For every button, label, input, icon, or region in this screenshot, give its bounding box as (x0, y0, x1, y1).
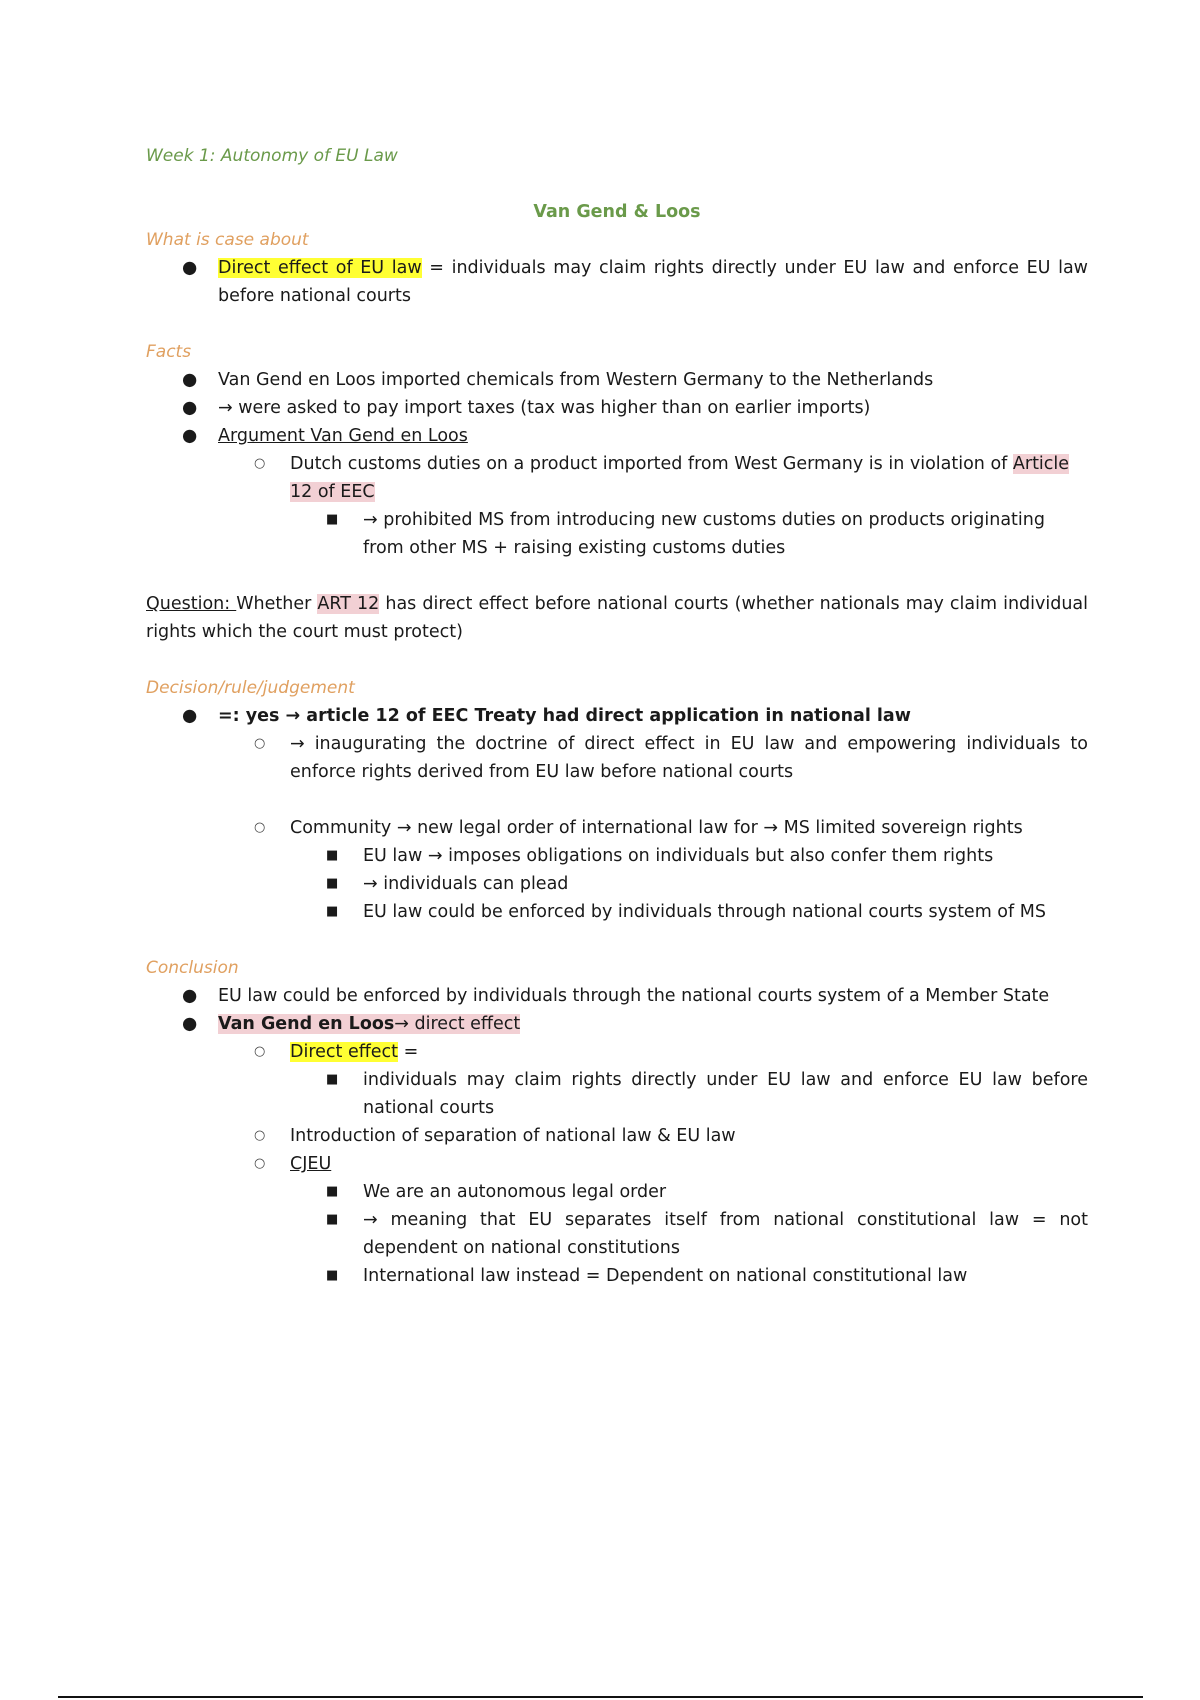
footer-rule (58, 1696, 1143, 1698)
item-text: → inaugurating the doctrine of direct effect in EU law and empowering individuals to enforce rights derived from EU law before national courts (290, 734, 1088, 782)
list-item (146, 730, 1088, 786)
highlight-text: Direct effect of EU law (218, 258, 422, 278)
list-item (146, 422, 1088, 450)
item-text: International law instead = Dependent on national constitutional law (363, 1266, 968, 1286)
list-item (146, 366, 1088, 394)
list-item (146, 1262, 1088, 1290)
bullet-icon: ● (182, 1014, 198, 1034)
section-heading-conclusion: Conclusion (146, 958, 239, 978)
list-item (146, 1066, 1088, 1122)
circle-bullet-icon: ○ (254, 456, 266, 471)
square-bullet-icon: ■ (326, 512, 339, 527)
list-item (146, 254, 1088, 310)
item-text: =: yes → article 12 of EEC Treaty had direct application in national law (218, 706, 911, 726)
circle-bullet-icon: ○ (254, 736, 266, 751)
list-item (146, 870, 1088, 898)
circle-bullet-icon: ○ (254, 820, 266, 835)
item-text: → prohibited MS from introducing new customs duties on products originating from other MS + raising existing customs duties (363, 510, 1045, 558)
list-item (146, 982, 1088, 1010)
item-text: CJEU (290, 1154, 332, 1174)
list-item (146, 702, 1088, 730)
bold-text: Van Gend en Loos (218, 1014, 395, 1034)
list-item (146, 898, 1088, 926)
list-item (146, 814, 1088, 842)
list-item (146, 1206, 1088, 1262)
list-item (146, 1010, 1088, 1038)
list-item (146, 506, 1088, 562)
item-text: = individuals may claim rights directly under EU law and enforce EU law before national courts (218, 258, 1088, 306)
bullet-icon: ● (182, 986, 198, 1006)
item-text: Van Gend en Loos imported chemicals from Western Germany to the Netherlands (218, 370, 934, 390)
item-text: = (398, 1042, 419, 1062)
square-bullet-icon: ■ (326, 1268, 339, 1283)
square-bullet-icon: ■ (326, 876, 339, 891)
circle-bullet-icon: ○ (254, 1156, 266, 1171)
bullet-icon: ● (182, 426, 198, 446)
list-item (146, 1038, 1088, 1066)
list-item (146, 1178, 1088, 1206)
document-content (146, 142, 1088, 1290)
item-text: Argument Van Gend en Loos (218, 426, 468, 446)
highlight-text: ART 12 (317, 594, 380, 614)
list-item (146, 1122, 1088, 1150)
question-label: Question: (146, 594, 237, 614)
item-text: Dutch customs duties on a product imported from West Germany is in violation of (290, 454, 1013, 474)
item-text: EU law could be enforced by individuals through the national courts system of a Member State (218, 986, 1050, 1006)
item-text: → were asked to pay import taxes (tax was higher than on earlier imports) (218, 398, 871, 418)
square-bullet-icon: ■ (326, 904, 339, 919)
bullet-icon: ● (182, 370, 198, 390)
section-heading-decision: Decision/rule/judgement (146, 678, 355, 698)
week-title: Week 1: Autonomy of EU Law (146, 146, 398, 166)
circle-bullet-icon: ○ (254, 1044, 266, 1059)
bullet-icon: ● (182, 258, 198, 278)
item-text: We are an autonomous legal order (363, 1182, 667, 1202)
bullet-icon: ● (182, 706, 198, 726)
item-text: → individuals can plead (363, 874, 569, 894)
square-bullet-icon: ■ (326, 848, 339, 863)
square-bullet-icon: ■ (326, 1184, 339, 1199)
item-text: EU law could be enforced by individuals through national courts system of MS (363, 902, 1046, 922)
list-item (146, 394, 1088, 422)
item-text: Community → new legal order of international law for → MS limited sovereign rights (290, 818, 1023, 838)
circle-bullet-icon: ○ (254, 1128, 266, 1143)
bullet-icon: ● (182, 398, 198, 418)
square-bullet-icon: ■ (326, 1072, 339, 1087)
item-text: Introduction of separation of national law & EU law (290, 1126, 736, 1146)
item-text: EU law → imposes obligations on individuals but also confer them rights (363, 846, 994, 866)
section-heading-facts: Facts (146, 342, 192, 362)
item-text: → meaning that EU separates itself from national constitutional law = not dependent on national constitutions (363, 1210, 1088, 1258)
list-item (146, 450, 1088, 506)
highlight-text: Article 12 of EEC (290, 454, 1070, 502)
highlight-text: Direct effect (290, 1042, 399, 1062)
item-text: → direct effect (394, 1014, 521, 1034)
section-heading-about: What is case about (146, 230, 309, 250)
question-paragraph: Question: Whether ART 12 has direct effect before national courts (whether nationals may claim individual rights which the court must protect) (146, 594, 1089, 642)
list-item (146, 1150, 1088, 1178)
list-item (146, 842, 1088, 870)
square-bullet-icon: ■ (326, 1212, 339, 1227)
case-title: Van Gend & Loos (533, 202, 701, 222)
item-text: individuals may claim rights directly under EU law and enforce EU law before national courts (363, 1070, 1088, 1118)
